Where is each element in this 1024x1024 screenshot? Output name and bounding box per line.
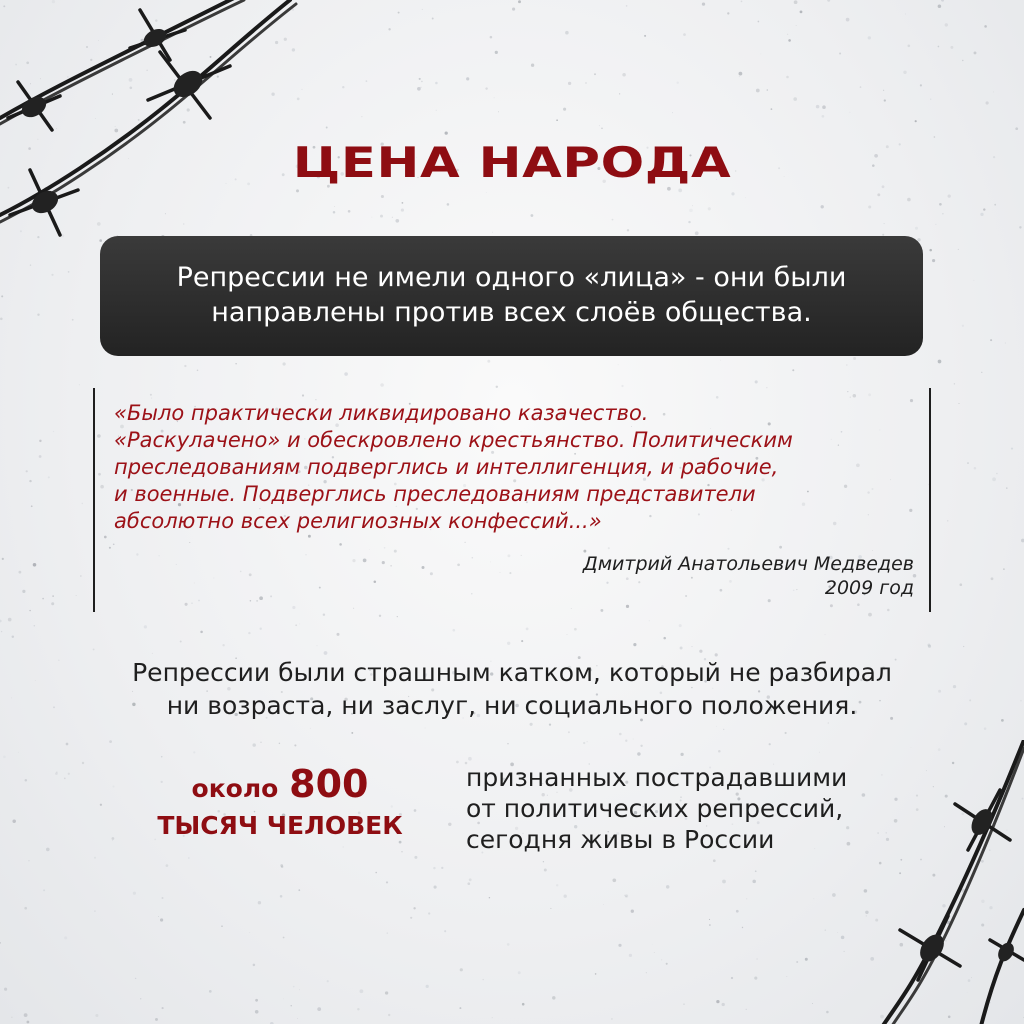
stat-description-line: от политических репрессий, [466, 794, 844, 823]
quote-line: «Было практически ликвидировано казачество. [114, 401, 649, 425]
banner-line-1: Репрессии не имели одного «лица» - они были [176, 262, 847, 294]
stat-prefix: около [191, 774, 279, 803]
banner [100, 236, 923, 356]
stat-highlight [120, 764, 440, 843]
quote-line: и военные. Подверглись преследованиям представители [114, 482, 756, 506]
banner-line-2: направлены против всех слоёв общества. [211, 297, 812, 328]
barbed-wire-top-left-icon [0, 0, 300, 260]
quote-attribution [583, 552, 914, 600]
quote-block [93, 388, 931, 612]
stat-description [466, 762, 926, 855]
stat-description-line: признанных пострадавшими [466, 763, 848, 792]
quote-text [114, 400, 924, 535]
quote-author: Дмитрий Анатольевич Медведев [582, 553, 914, 575]
statement [40, 656, 984, 722]
stat-description-line: сегодня живы в России [466, 825, 775, 854]
stat-number: 800 [289, 762, 369, 806]
quote-line: абсолютно всех религиозных конфессий...» [114, 509, 602, 533]
quote-line: «Раскулачено» и обескровлено крестьянство. Политическим [114, 428, 793, 452]
statement-line-1: Репрессии были страшным катком, который не разбирал [132, 658, 892, 687]
statement-line-2: ни возраста, ни заслуг, ни социального положения. [166, 691, 858, 720]
page-title: ЦЕНА НАРОДА [292, 138, 732, 187]
stat-line-1 [120, 764, 440, 809]
quote-line: преследованиям подверглись и интеллигенция, и рабочие, [114, 455, 779, 479]
stat-unit: ТЫСЯЧ ЧЕЛОВЕК [157, 811, 403, 840]
quote-year: 2009 год [824, 577, 914, 599]
